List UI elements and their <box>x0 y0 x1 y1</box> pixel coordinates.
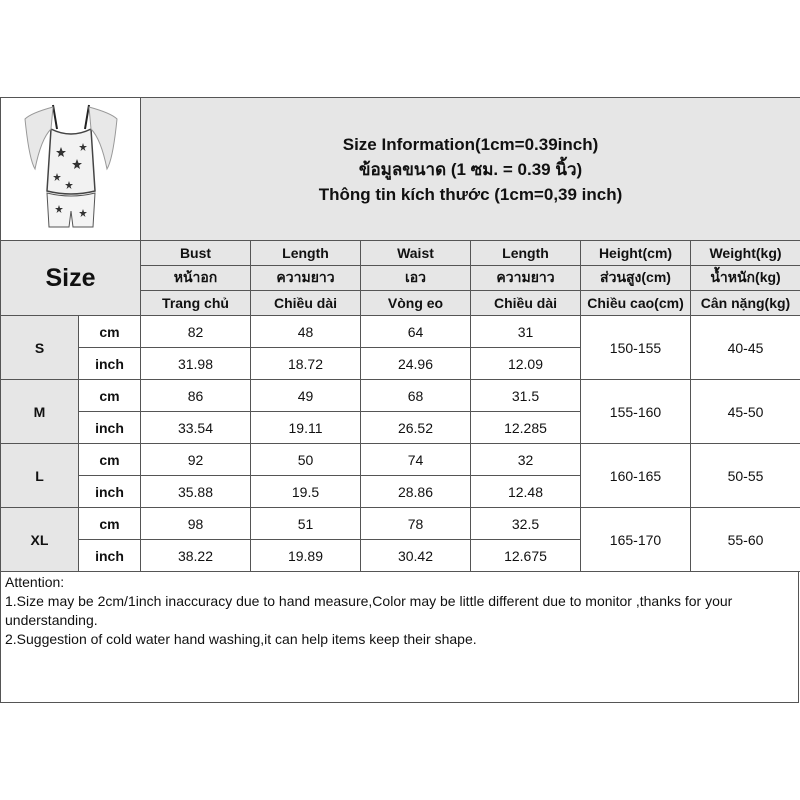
notes-line-2: 2.Suggestion of cold water hand washing,it can help items keep their shape. <box>5 631 477 647</box>
table-cell: 32 <box>471 444 581 476</box>
height-range: 160-165 <box>581 444 691 508</box>
table-cell: 19.11 <box>251 412 361 444</box>
table-cell: 78 <box>361 508 471 540</box>
col-header-en: Waist <box>361 241 471 266</box>
unit-inch: inch <box>79 412 141 444</box>
notes-heading: Attention: <box>5 574 65 590</box>
table-cell: 35.88 <box>141 476 251 508</box>
title-thai: ข้อมูลขนาด (1 ซม. = 0.39 นิ้ว) <box>358 159 583 179</box>
size-s: S <box>1 316 79 380</box>
table-cell: 30.42 <box>361 540 471 572</box>
unit-cm: cm <box>79 380 141 412</box>
col-header-en: Weight(kg) <box>691 241 800 266</box>
size-info-title <box>141 98 800 241</box>
table-cell: 49 <box>251 380 361 412</box>
height-range: 165-170 <box>581 508 691 572</box>
table-cell: 12.09 <box>471 348 581 380</box>
title-vietnamese: Thông tin kích thước (1cm=0,39 inch) <box>318 184 623 204</box>
size-xl: XL <box>1 508 79 572</box>
col-header-vi: Chiều dài <box>471 291 581 316</box>
unit-cm: cm <box>79 316 141 348</box>
product-photo <box>1 98 141 241</box>
size-chart-table <box>0 97 800 572</box>
col-header-th: ส่วนสูง(cm) <box>581 266 691 291</box>
col-header-vi: Cân nặng(kg) <box>691 291 800 316</box>
table-cell: 50 <box>251 444 361 476</box>
title-english: Size Information(1cm=0.39inch) <box>342 134 599 154</box>
table-cell: 31 <box>471 316 581 348</box>
col-header-en: Bust <box>141 241 251 266</box>
table-cell: 33.54 <box>141 412 251 444</box>
weight-range: 45-50 <box>691 380 800 444</box>
table-cell: 28.86 <box>361 476 471 508</box>
col-header-th: ความยาว <box>471 266 581 291</box>
size-l: L <box>1 444 79 508</box>
table-cell: 38.22 <box>141 540 251 572</box>
weight-range: 55-60 <box>691 508 800 572</box>
size-m: M <box>1 380 79 444</box>
unit-cm: cm <box>79 508 141 540</box>
table-cell: 12.48 <box>471 476 581 508</box>
table-cell: 64 <box>361 316 471 348</box>
table-cell: 12.285 <box>471 412 581 444</box>
table-cell: 19.5 <box>251 476 361 508</box>
table-cell: 86 <box>141 380 251 412</box>
unit-inch: inch <box>79 540 141 572</box>
col-header-en: Length <box>471 241 581 266</box>
col-header-vi: Chiều dài <box>251 291 361 316</box>
table-cell: 74 <box>361 444 471 476</box>
table-cell: 31.5 <box>471 380 581 412</box>
table-cell: 98 <box>141 508 251 540</box>
col-header-th: เอว <box>361 266 471 291</box>
col-header-th: ความยาว <box>251 266 361 291</box>
notes-line-1: 1.Size may be 2cm/1inch inaccuracy due to hand measure,Color may be little different due to monitor ,thanks for your understanding. <box>5 593 733 628</box>
unit-inch: inch <box>79 476 141 508</box>
height-range: 155-160 <box>581 380 691 444</box>
attention-notes <box>0 572 799 703</box>
table-cell: 12.675 <box>471 540 581 572</box>
unit-cm: cm <box>79 444 141 476</box>
col-header-vi: Trang chủ <box>141 291 251 316</box>
height-range: 150-155 <box>581 316 691 380</box>
table-cell: 92 <box>141 444 251 476</box>
table-cell: 19.89 <box>251 540 361 572</box>
table-cell: 31.98 <box>141 348 251 380</box>
table-cell: 26.52 <box>361 412 471 444</box>
col-header-th: หน้าอก <box>141 266 251 291</box>
table-cell: 48 <box>251 316 361 348</box>
table-cell: 24.96 <box>361 348 471 380</box>
table-cell: 68 <box>361 380 471 412</box>
weight-range: 50-55 <box>691 444 800 508</box>
col-header-en: Height(cm) <box>581 241 691 266</box>
table-cell: 18.72 <box>251 348 361 380</box>
table-cell: 32.5 <box>471 508 581 540</box>
size-header: Size <box>1 241 141 316</box>
col-header-en: Length <box>251 241 361 266</box>
unit-inch: inch <box>79 348 141 380</box>
table-cell: 82 <box>141 316 251 348</box>
col-header-vi: Chiều cao(cm) <box>581 291 691 316</box>
col-header-vi: Vòng eo <box>361 291 471 316</box>
col-header-th: น้ำหนัก(kg) <box>691 266 800 291</box>
table-cell: 51 <box>251 508 361 540</box>
camisole-set-image <box>11 99 131 237</box>
weight-range: 40-45 <box>691 316 800 380</box>
